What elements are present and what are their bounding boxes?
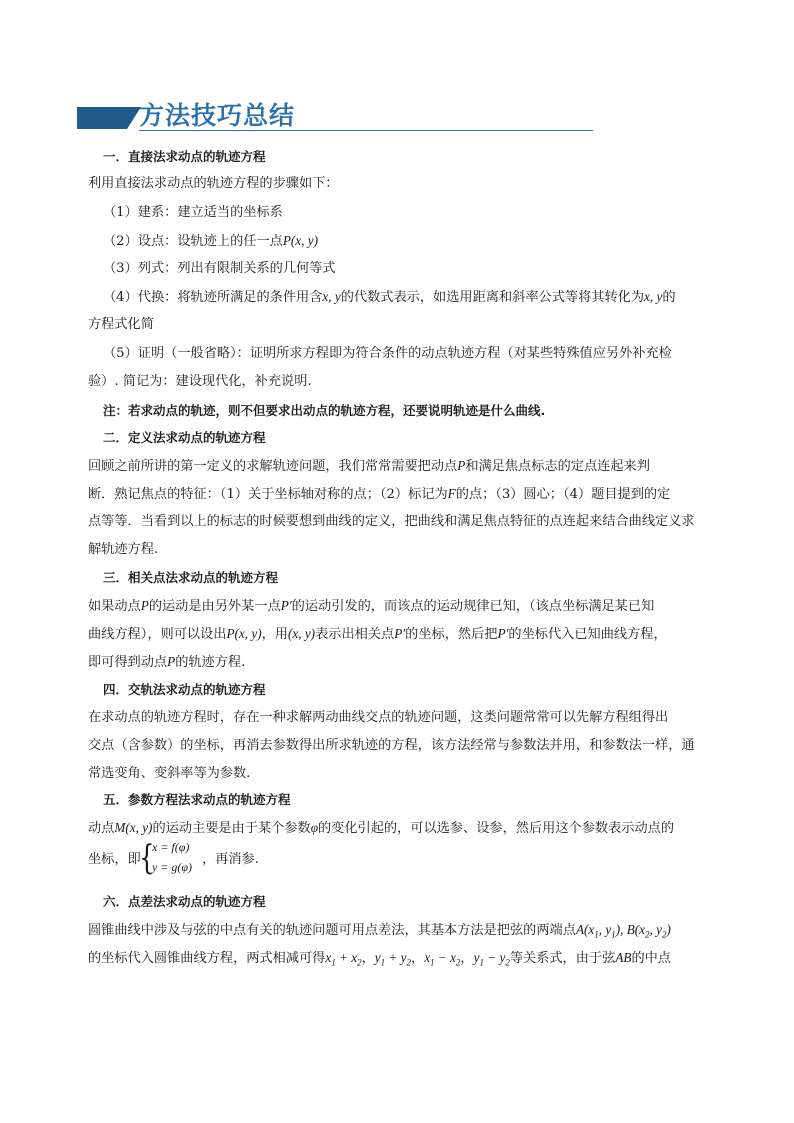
section-heading: 一．直接法求动点的轨迹方程: [103, 149, 266, 164]
text-run: ，: [361, 951, 375, 966]
math-expression: (x, y): [287, 626, 316, 641]
text-run: 断．熟记焦点的特征：（1）关于坐标轴对称的点；（2）标记为: [88, 487, 448, 502]
text-run: 即可得到动点: [88, 655, 168, 670]
paragraph-line: [88, 948, 671, 968]
text-run: 的坐标代入圆锥曲线方程，两式相减可得: [88, 951, 326, 966]
text-run: ，再消参.: [202, 852, 259, 867]
math-part: A(x: [575, 922, 595, 937]
text-run: 动点: [88, 821, 115, 836]
paragraph-line: 交点（含参数）的坐标，再消去参数得出所求轨迹的方程，该方法经常与参数法并用，和参数法一样，通: [88, 738, 695, 753]
text-run: 的运动是由另外某一点: [148, 599, 281, 614]
math-expression: $A(x_1$, $y_1$), $B(x_2$, $y_2$): [575, 922, 671, 940]
step-text: （4）代换：将轨迹所满足的条件用含: [103, 290, 323, 305]
text-run: 的运动主要是由于某个参数: [152, 821, 311, 836]
text-run: 等关系式，由于弦: [509, 951, 616, 966]
paragraph-line: [88, 624, 667, 644]
math-expression: $x_1 - x_2$: [424, 950, 461, 968]
math-part: B(x: [626, 922, 646, 937]
text-run: ，用: [261, 627, 288, 642]
math-expression: y = g(φ): [152, 860, 193, 874]
paragraph-line: 在求动点的轨迹方程时，存在一种求解两动曲线交点的轨迹问题，这类问题常常可以先解方程组得出: [88, 710, 669, 725]
paragraph-line: [88, 920, 671, 940]
step-text: 的代数式表示，如选用距离和斜率公式等将其转化为: [340, 290, 645, 305]
math-expression: $y_1 - y_2$: [473, 950, 510, 968]
math-expression: P: [457, 458, 466, 473]
paragraph-line: [88, 838, 388, 880]
math-expression: F: [447, 486, 456, 501]
text-run: 的轨迹方程.: [175, 655, 246, 670]
section-heading: 四．交轨法求动点的轨迹方程: [103, 682, 266, 697]
paragraph-line: [88, 596, 654, 616]
step-text: （2）设点：设轨迹上的任一点: [103, 234, 283, 249]
paragraph: 利用直接法求动点的轨迹方程的步骤如下：: [88, 176, 339, 191]
step-continuation: 方程式化简: [88, 317, 154, 332]
math-expression: P′: [497, 626, 509, 641]
text-run: 的变化引起的，可以选参、设参，然后用这个参数表示动点的: [318, 821, 675, 836]
math-expression: P′: [394, 626, 406, 641]
math-expression: x, y: [644, 289, 663, 304]
step-continuation: 验）. 简记为：建设现代化，补充说明.: [88, 374, 312, 389]
math-expression: P(x, y): [282, 233, 318, 248]
math-expression: $x_1 + x_2$: [325, 950, 362, 968]
text-run: 的坐标，然后把: [405, 627, 498, 642]
paragraph-line: 点等等．当看到以上的标志的时候要想到曲线的定义，把曲线和满足焦点特征的点连起来结合曲线定义求: [88, 514, 695, 529]
section-heading: 六．点差法求动点的轨迹方程: [103, 894, 266, 909]
math-expression: $y_1 + y_2$: [374, 950, 411, 968]
banner-title: 方法技巧总结: [139, 101, 296, 130]
text-run: 的点；（3）圆心；（4）题目提到的定: [455, 487, 671, 502]
step-text: 的: [662, 290, 676, 305]
paragraph-line: 常选变角、变斜率等为参数.: [88, 766, 251, 781]
text-run: 的坐标代入已知曲线方程，: [508, 627, 667, 642]
section-heading: 三．相关点法求动点的轨迹方程: [103, 570, 279, 585]
text-run: 曲线方程），则可以设出: [88, 627, 227, 642]
section-heading: 五．参数方程法求动点的轨迹方程: [103, 792, 291, 807]
step-item: （3）列式：列出有限制关系的几何等式: [103, 261, 336, 276]
text-run: 回顾之前所讲的第一定义的求解轨迹问题，我们常常需要把动点: [88, 459, 458, 474]
text-run: ，: [460, 951, 474, 966]
math-expression: P: [167, 654, 176, 669]
step-item: [103, 287, 676, 307]
math-expression: M(x, y): [114, 820, 153, 835]
section-banner: [77, 100, 593, 132]
math-expression: φ: [310, 820, 318, 835]
paragraph-line: [88, 484, 670, 504]
math-part: x: [325, 950, 332, 965]
paragraph-line: [88, 652, 245, 672]
text-run: 和满足焦点标志的定点连起来判: [465, 459, 650, 474]
banner-bar-shape: [77, 107, 127, 129]
paragraph-line: 解轨迹方程.: [88, 542, 159, 557]
text-run: 坐标，即: [88, 852, 141, 867]
step-item: [103, 231, 318, 251]
banner-underline: [139, 130, 593, 131]
math-expression: AB: [615, 950, 632, 965]
paragraph-line: [88, 818, 674, 838]
math-expression: x, y: [322, 289, 341, 304]
math-expression: P: [140, 598, 149, 613]
step-item: （1）建系：建立适当的坐标系: [103, 205, 283, 220]
text-run: 圆锥曲线中涉及与弦的中点有关的轨迹问题可用点差法，其基本方法是把弦的两端点: [88, 923, 576, 938]
paragraph-line: [88, 456, 650, 476]
text-run: ，: [411, 951, 425, 966]
note-text: 注：若求动点的轨迹，则不但要求出动点的轨迹方程，还要说明轨迹是什么曲线.: [103, 403, 546, 418]
text-run: 的运动引发的，而该点的运动规律已知，（该点坐标满足某已知: [291, 599, 655, 614]
math-part: y: [374, 950, 381, 965]
text-run: 表示出相关点: [315, 627, 395, 642]
math-expression: P′: [280, 598, 292, 613]
text-run: 如果动点: [88, 599, 141, 614]
math-expression: P(x, y): [226, 626, 262, 641]
section-heading: 二．定义法求动点的轨迹方程: [103, 430, 266, 445]
text-run: 的中点: [631, 951, 671, 966]
step-item: （5）证明（一般省略）：证明所求方程即为符合条件的动点轨迹方程（对某些特殊值应另外补充检: [103, 346, 672, 361]
math-expression: x = f(φ): [152, 840, 190, 854]
brace-symbol: {: [139, 838, 155, 878]
